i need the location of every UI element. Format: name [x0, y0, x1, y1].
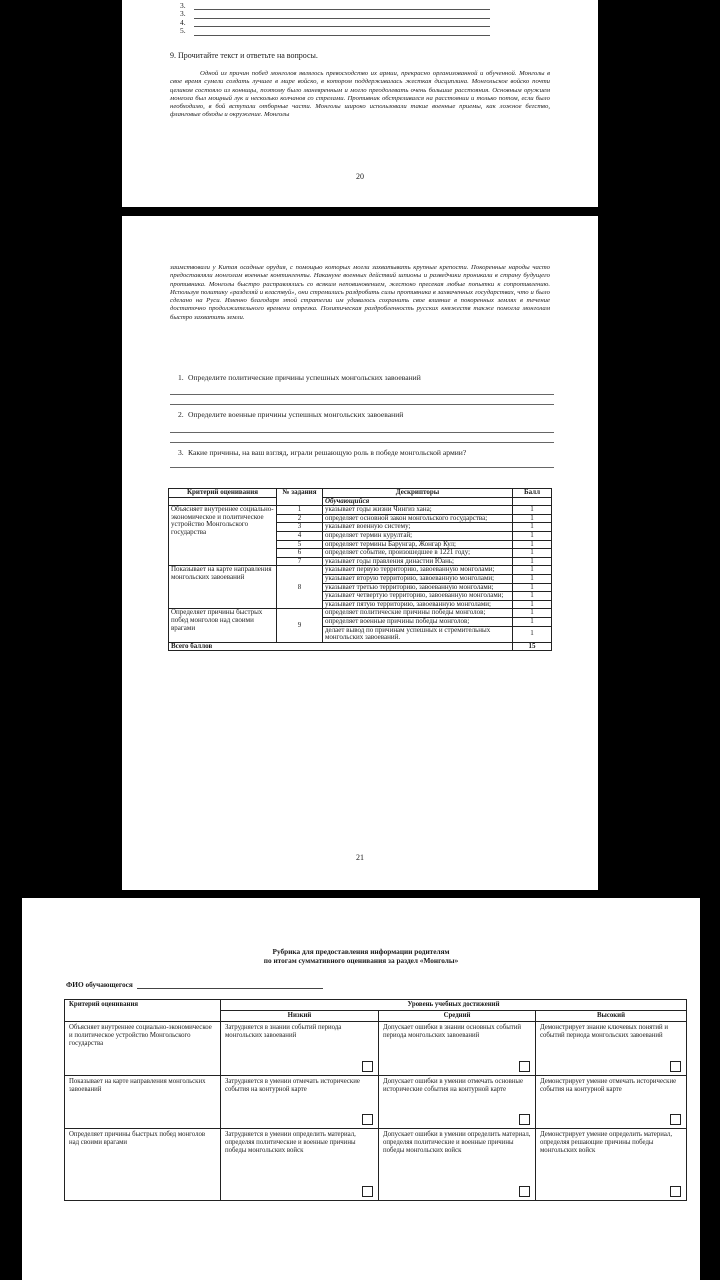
table-row: Объясняет внутреннее социально-экономическое и политическое устройство Монгольского государства 1 указывает годы жизни Чингиз хана; 1 [169, 506, 552, 515]
question-item: 2. Определите военные причины успешных монгольских завоеваний [178, 410, 404, 420]
level-checkbox[interactable] [362, 1186, 373, 1197]
assessment-criteria-table [168, 488, 552, 651]
table-row: Определяет причины быстрых побед монголов над своими врагами 9 определяет политические причины победы монголов; 1 [169, 609, 552, 618]
table-row: делает вывод по причинам успешных и стремительных монгольских завоеваний. 1 [169, 626, 552, 642]
level-checkbox[interactable] [670, 1061, 681, 1072]
descriptors-header: Дескрипторы [323, 489, 513, 498]
criterion-header: Критерий оценивания [169, 489, 277, 498]
table-row: Показывает на карте направления монгольских завоеваний 8 указывает первую территорию, завоеванную монголами; 1 [169, 566, 552, 575]
table-row: указывает третью территорию, завоеванную монголами; 1 [169, 583, 552, 592]
answer-line [170, 433, 554, 443]
answer-line [170, 458, 554, 468]
level-checkbox[interactable] [362, 1114, 373, 1125]
student-name-field: ФИО обучающегося [66, 980, 323, 989]
answer-line [170, 395, 554, 405]
answer-line: 3. [180, 10, 490, 18]
criterion-cell: Показывает на карте направления монгольских завоеваний [169, 566, 277, 609]
criterion-cell: Определяет причины быстрых побед монголов над своими врагами [169, 609, 277, 642]
document-page-20 [122, 0, 598, 207]
page-number: 21 [356, 853, 364, 862]
descriptors-subheader: Обучающийся [323, 497, 513, 506]
table-row: указывает вторую территорию, завоеванную монголами; 1 [169, 574, 552, 583]
table-row: 5 определяет термины Барунгар, Жонгар Кул; 1 [169, 540, 552, 549]
rubric-criterion-header: Критерий оценивания [65, 1000, 221, 1022]
table-row: определяет военные причины победы монголов; 1 [169, 617, 552, 626]
level-checkbox[interactable] [670, 1186, 681, 1197]
task-9-heading: 9. Прочитайте текст и ответьте на вопросы. [170, 51, 318, 60]
document-page-rubric [22, 898, 700, 1280]
level-mid-header: Средний [379, 1011, 536, 1022]
questions-block [170, 373, 554, 468]
level-low-header: Низкий [221, 1011, 379, 1022]
table-row: 3 указывает военную систему; 1 [169, 523, 552, 532]
answer-line: 3. [180, 2, 490, 10]
answer-line: 4. [180, 19, 490, 27]
question-item: 3. Какие причины, на ваш взгляд, играли решающую роль в победе монгольской армии? [178, 447, 467, 457]
page-number: 20 [356, 172, 364, 181]
level-checkbox[interactable] [519, 1061, 530, 1072]
reading-paragraph-continued: заимствовали у Китая осадные орудия, с помощью которых могли захватывать крупные крепости. Покоренные народы часто предоставляли монголам военные контингенты. Накануне военных действий шпионы и разведчики проникали в страну будущего противника. Монголы быстро расправлялись со всяким неповиновением, жестоко пресекая любые попытки к сопротивлению. Используя политику «разделяй и властвуй», они стремились раздробить силы противника в захваченных государствах, что и было сделано на Руси. Именно благодаря этой стратегии им удавалось сохранить свое влияние в покоренных землях в течение достаточно продолжительного времени отрезка. Политическая раздробленность русских княжеств также помогла монголам быстро захватить земли. [170, 264, 550, 321]
level-checkbox[interactable] [362, 1061, 373, 1072]
level-checkbox[interactable] [670, 1114, 681, 1125]
level-checkbox[interactable] [519, 1186, 530, 1197]
table-row: 7 указывает годы правления династии Юань; 1 [169, 557, 552, 566]
table-row: указывает пятую территорию, завоеванную монголами; 1 [169, 600, 552, 609]
total-row [169, 642, 552, 651]
table-row: 4 определяет термин курултай; 1 [169, 531, 552, 540]
task-number-header: № задания [277, 489, 323, 506]
table-row: указывает четвертую территорию, завоеванную монголами; 1 [169, 592, 552, 601]
question-item: 1. Определите политические причины успешных монгольских завоеваний [178, 373, 421, 382]
score-header: Балл [513, 489, 552, 498]
answer-line: 5. [180, 27, 490, 35]
rubric-row: Объясняет внутреннее социально-экономическое и политическое устройство Монгольского государства Затрудняется в знании событий периода монгольских завоеваний Допускает ошибки в знании основных событий периода монгольских завоеваний Демонстрирует знание ключевых понятий и событий периода монгольских завоеваний [65, 1022, 687, 1076]
level-high-header: Высокий [536, 1011, 687, 1022]
level-checkbox[interactable] [519, 1114, 530, 1125]
total-value: 15 [513, 642, 552, 651]
table-row: 2 определяет основной закон монгольского государства; 1 [169, 514, 552, 523]
document-page-21 [122, 216, 598, 890]
rubric-level-header: Уровень учебных достижений [221, 1000, 687, 1011]
answer-lines-list [180, 0, 490, 36]
rubric-row: Определяет причины быстрых побед монголов над своими врагами Затрудняется в умении определить материал, определяя политические и военные причины победы монгольских войск Допускает ошибки в умении определить материал, определяя политические и военные причины победы монгольских войск Демонстрирует умение определить материал, определяя решающие причины победы монгольских войск [65, 1129, 687, 1201]
answer-line [170, 423, 554, 433]
total-label: Всего баллов [169, 642, 513, 651]
table-row: 6 определяет событие, произошедшее в 1221 году; 1 [169, 549, 552, 558]
rubric-title: Рубрика для предоставления информации родителям по итогам суммативного оценивания за раздел «Монголы» [263, 947, 459, 965]
answer-line [170, 385, 554, 395]
criterion-cell: Объясняет внутреннее социально-экономическое и политическое устройство Монгольского государства [169, 506, 277, 566]
reading-paragraph: Одной из причин побед монголов являлось превосходство их армии, прекрасно организованной и обученной. Монголы в свое время сумели создать лучшее в мире войско, в котором поддерживалась жесткая дисциплина. Монгольское войско почти целиком состояло из конницы, поэтому было маневренным и могло преодолевать очень большие расстояния. Основным оружием монгола был мощный лук и несколько колчанов со стрелами. Противник обстреливался на расстоянии и только потом, если было необходимо, в бой вступали отборные части. Монголы широко использовали такие военные приемы, как ложное бегство, фланговые обходы и окружение. Монголы [170, 70, 550, 119]
rubric-row: Показывает на карте направления монгольских завоеваний Затрудняется в умении отмечать исторические события на контурной карте Допускает ошибки в умении отмечать основные исторические события на контурной карте Демонстрирует умение отмечать исторические события на контурной карте [65, 1076, 687, 1129]
parent-rubric-table [64, 999, 687, 1201]
